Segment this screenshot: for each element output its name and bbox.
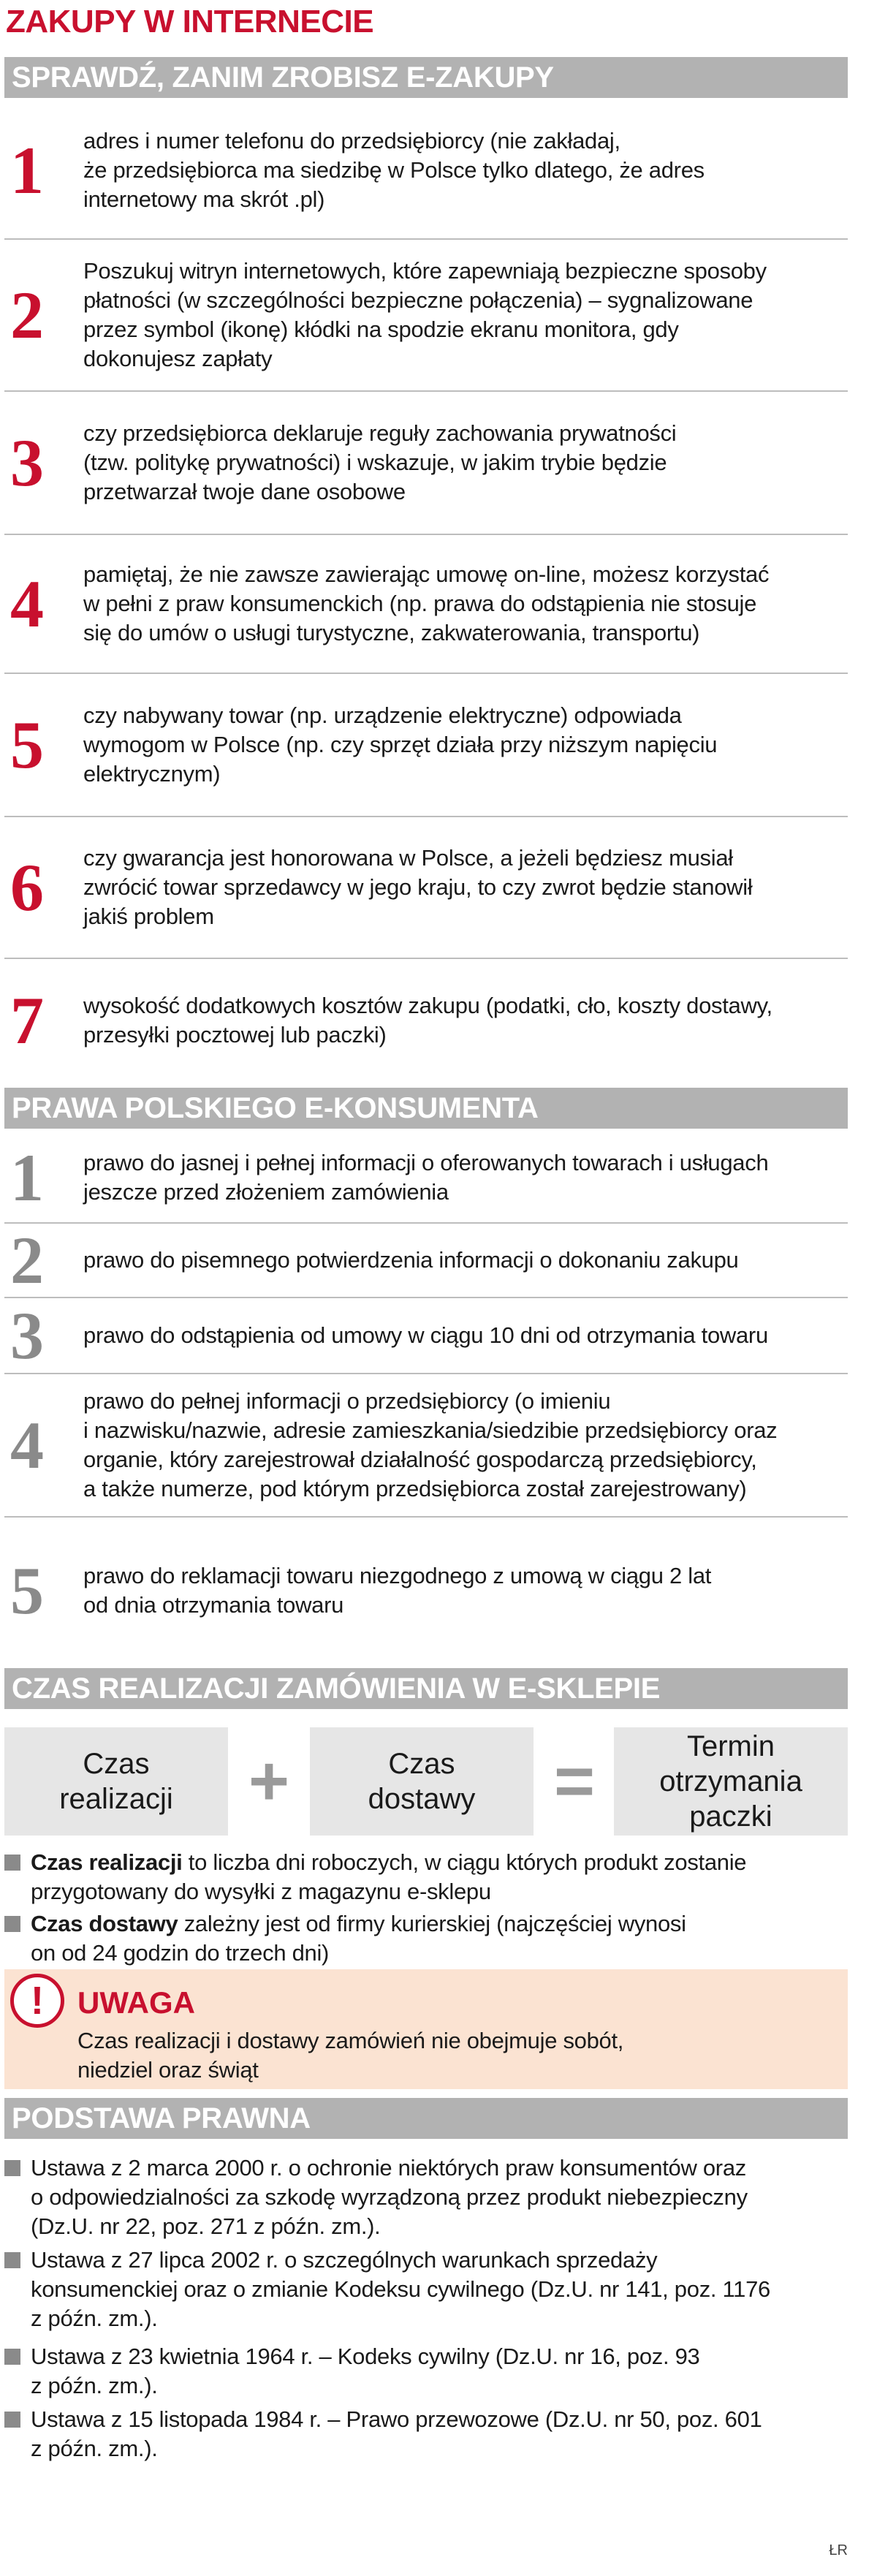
item-number: 3 (10, 425, 44, 500)
section-heading-check: SPRAWDŹ, ZANIM ZROBISZ E-ZAKUPY (4, 57, 848, 98)
square-bullet-icon (4, 1855, 20, 1871)
legal-item (4, 2342, 848, 2401)
square-bullet-icon (4, 2160, 20, 2176)
bullet-text: Czas dostawy zależny jest od firmy kurierskiej (najczęściej wynosi on od 24 godzin do trzech dni) (31, 1911, 686, 1966)
warning-title: UWAGA (77, 1985, 195, 2020)
item-number: 5 (10, 1553, 44, 1628)
item-text: czy nabywany towar (np. urządzenie elektryczne) odpowiada wymogom w Polsce (np. czy sprzęt działa przy niższym napięciu elektrycznym) (83, 702, 718, 787)
rights-item (4, 1518, 848, 1664)
item-text: czy gwarancja jest honorowana w Polsce, a jeżeli będziesz musiał zwrócić towar sprzedawcy w jego kraju, to czy zwrot będzie stanowił jakiś problem (83, 845, 753, 929)
legal-text: Ustawa z 23 kwietnia 1964 r. – Kodeks cywilny (Dz.U. nr 16, poz. 93 z późn. zm.). (31, 2344, 700, 2398)
warning-text: Czas realizacji i dostawy zamówień nie obejmuje sobót, niedziel oraz świąt (77, 2028, 624, 2083)
check-item (4, 959, 848, 1082)
legal-item (4, 2246, 848, 2333)
bullet-realization (4, 1848, 848, 1906)
item-text: prawo do pisemnego potwierdzenia informacji o dokonaniu zakupu (83, 1247, 739, 1273)
item-text: prawo do jasnej i pełnej informacji o oferowanych towarach i usługach jeszcze przed złożeniem zamówienia (83, 1150, 769, 1205)
check-item (4, 817, 848, 959)
item-number: 6 (10, 850, 44, 925)
section-heading-delivery-time: CZAS REALIZACJI ZAMÓWIENIA W E-SKLEPIE (4, 1668, 848, 1709)
section-heading-rights: PRAWA POLSKIEGO E-KONSUMENTA (4, 1088, 848, 1129)
item-number: 5 (10, 708, 44, 782)
item-number: 2 (10, 1223, 44, 1298)
item-number: 7 (10, 983, 44, 1058)
item-text: pamiętaj, że nie zawsze zawierając umowę on-line, możesz korzystać w pełni z praw konsumenckich (np. prawa do odstąpienia nie stosuje się do umów o usługi turystyczne, zakwaterowania, transportu) (83, 561, 770, 645)
check-item (4, 674, 848, 817)
page-title: ZAKUPY W INTERNECIE (6, 4, 374, 39)
item-text: prawo do odstąpienia od umowy w ciągu 10 dni od otrzymania towaru (83, 1322, 768, 1348)
rights-item (4, 1374, 848, 1518)
item-number: 2 (10, 278, 44, 352)
legal-text: Ustawa z 27 lipca 2002 r. o szczególnych warunkach sprzedaży konsumenckiej oraz o zmianie Kodeksu cywilnego (Dz.U. nr 141, poz. 1176 z późn. zm.). (31, 2247, 770, 2331)
legal-text: Ustawa z 15 listopada 1984 r. – Prawo przewozowe (Dz.U. nr 50, poz. 601 z późn. zm.). (31, 2406, 762, 2461)
rights-item (4, 1133, 848, 1224)
bullet-delivery (4, 1909, 848, 1968)
formula-box-realization: Czas realizacji (4, 1727, 228, 1836)
check-item (4, 102, 848, 240)
bullet-text: Czas realizacji to liczba dni roboczych, w ciągu których produkt zostanie przygotowany do wysyłki z magazynu e-sklepu (31, 1849, 747, 1904)
section-heading-legal-basis: PODSTAWA PRAWNA (4, 2098, 848, 2139)
author-signature: ŁR (829, 2542, 848, 2558)
legal-item (4, 2153, 848, 2241)
rights-item (4, 1298, 848, 1374)
square-bullet-icon (4, 2412, 20, 2428)
legal-text: Ustawa z 2 marca 2000 r. o ochronie niektórych praw konsumentów oraz o odpowiedzialności za szkodę wyrządzoną przez produkt niebezpieczny (Dz.U. nr 22, poz. 271 z późn. zm.). (31, 2155, 748, 2239)
item-number: 4 (10, 1408, 44, 1482)
warning-box (4, 1969, 848, 2089)
check-item (4, 392, 848, 535)
item-number: 3 (10, 1298, 44, 1373)
item-text: adres i numer telefonu do przedsiębiorcy (nie zakładaj, że przedsiębiorca ma siedzibę w Polsce tylko dlatego, że adres internetowy ma skrót .pl) (83, 128, 705, 212)
check-item (4, 535, 848, 674)
item-number: 1 (10, 133, 44, 208)
legal-item (4, 2405, 848, 2463)
square-bullet-icon (4, 2252, 20, 2268)
item-number: 1 (10, 1140, 44, 1215)
exclamation-icon: ! (10, 1974, 64, 2028)
item-text: czy przedsiębiorca deklaruje reguły zachowania prywatności (tzw. politykę prywatności) i wskazuje, w jakim trybie będzie przetwarzał twoje dane osobowe (83, 420, 677, 504)
item-text: Poszukuj witryn internetowych, które zapewniają bezpieczne sposoby płatności (w szczególności bezpieczne połączenia) – sygnalizowane przez symbol (ikonę) kłódki na spodzie ekranu monitora, gdy dokonujesz zapłaty (83, 258, 767, 371)
rights-item (4, 1224, 848, 1298)
item-text: prawo do reklamacji towaru niezgodnego z umową w ciągu 2 lat od dnia otrzymania towaru (83, 1563, 712, 1618)
square-bullet-icon (4, 2349, 20, 2365)
formula-box-delivery: Czas dostawy (310, 1727, 534, 1836)
delivery-formula (4, 1727, 848, 1836)
equals-sign: = (553, 1742, 596, 1820)
item-text: wysokość dodatkowych kosztów zakupu (podatki, cło, koszty dostawy, przesyłki pocztowej lub paczki) (83, 993, 772, 1048)
formula-box-receipt-date: Termin otrzymania paczki (614, 1727, 848, 1836)
item-number: 4 (10, 567, 44, 641)
plus-sign: + (248, 1742, 290, 1820)
check-item (4, 240, 848, 392)
square-bullet-icon (4, 1916, 20, 1932)
item-text: prawo do pełnej informacji o przedsiębiorcy (o imieniu i nazwisku/nazwie, adresie zamieszkania/siedzibie przedsiębiorcy oraz organie, który zarejestrował działalność gospodarczą przedsiębiorcy, a także numerze, pod którym przedsiębiorca został zarejestrowany) (83, 1388, 778, 1501)
